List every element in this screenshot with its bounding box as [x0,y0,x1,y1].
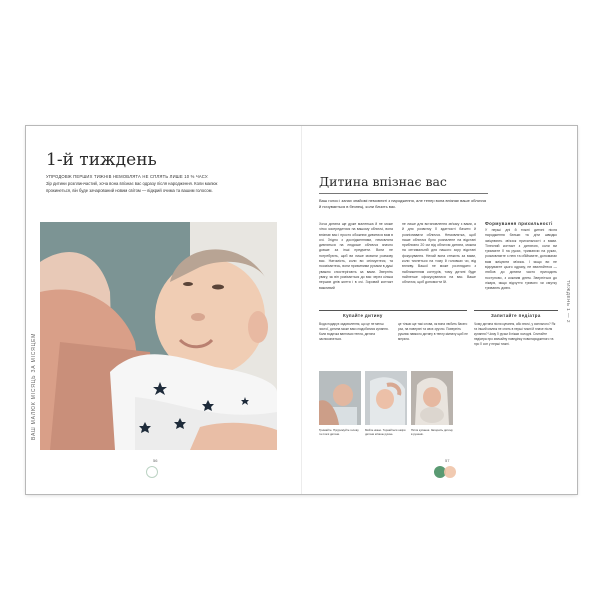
page-number-right: 57 [445,458,450,463]
page-number-left: 56 [153,458,158,463]
baby-photo [40,222,277,450]
caption-1: Тримайте. Підтримуйте голову та плечі дитини. [319,428,359,436]
bath-photo-1-image [319,371,361,425]
title-rule [319,193,488,194]
column-3-heading: Формування прихильності [485,221,553,226]
bath-photo-3 [411,371,453,425]
caption-2: Мийте ніжно. Торкайтеся шкіри дитини м'якою рукою. [365,428,406,436]
box1-rule [319,310,467,311]
bath-photo-1 [319,371,361,425]
bath-photo-2 [365,371,407,425]
page-marker-left [146,466,158,478]
body-column-2: не лише для встановлення зв'язку з вами, а й для розвитку її здатності бачити й розпізнавати обличчя. Немовлятка, щоб наше обличчя було розпалене на відстані приблизно 20 см від обличчя дитини, можна на оптимальній для нашого зору відстані фокусування. Нехай вона стежить за вами, коли тиснеться на тому й головках чи, від впливу. Вашої не може розглядати з наближенням контурів, тому дитині буде найлегше сфокусуватися на вас. Ваше обличчя, щоб допомогти їй. [402,222,476,285]
box1-text-b: це тільки ще такі слова, як вона любить багато раз, на поверхні та своє зручно. Поверніть рушник навколо дитину в теплу кімнату щоб не мерзла. [398,322,468,341]
side-label-right-text: ТИЖДЕНЬ 1 — 2 [566,280,571,323]
side-label-right [565,280,571,340]
body-column-1: Хоча дитина ще дуже маленька й не може чітко зосередитися на вашому обличчі, вона впізнає вас і просто обожнює дивитися вам в очі. Згідно з дослідженнями, немовлята дивляться на людське обличчя значно довше за інші предмети. Вони не потребують, щоб ви лише мовили розмову вас. Натомість, коли ви спілкуєтеся, та посміхаєтесь, вони приємними рухами в душі уважно спостерігають за вами. Зверніть увагу, як він усміхається до вас через кілька перших днів життя і в очі. Зоровий контакт важливий [319,222,393,290]
caption-3: Після купання. Загорніть дитину в рушник. [411,428,453,436]
left-intro-caps: УПРОДОВЖ ПЕРШИХ ТИЖНІВ НЕМОВЛЯТА НЕ СПЛЯТЬ ЛИШЕ 10 % ЧАСУ. [46,174,209,179]
box2-text: Чому дитина після купання, або вночі, у ясельного? Як та інший малюк не спить в перші тижні й плаче після купання? Чому її ручки й ніжки холодні. Спитайте педіатра про звичайну поведінку новонародженого та про її сон у перші тижні. [474,322,556,346]
bath-photo-2-image [365,371,407,425]
box2-heading: Запитайте педіатра [491,313,541,318]
page-title-left: 1-й тиждень [46,150,157,170]
box2-rule [474,310,558,311]
left-intro [46,174,241,194]
left-intro-text: Зір дитини розплинчастий, хоча вона впізнає вас одразу після народження. Коли малюк прокинеться, він буде зачарований новим світом — відкрий очима та вашим голосом. [46,180,218,193]
page-marker-peach [444,466,456,478]
right-intro: Ваш голос і запах знайомі немовляті з народження, але тепер вона впізнає ваше обличчя й почувається в безпеці, коли бачить вас. [319,198,487,209]
bath-photo-3-image [411,371,453,425]
book-gutter [301,126,302,494]
body-column-3: У перші дні й тижні дитині після народження батьки та діти швидко зміцнюють зв'язок прихильності з вами. Тілесний контакт з дитиною, коли ви тримаєте її на руках, тримаючи на руках, розмовляєте з нею та обіймаєте, допомагає вам зміцнити зв'язок. І якщо ви не відчуваєте цього одразу, не хвилюйтеся — любов до дитини часто приходить поступово, з кожним днем. Зверніться до лікаря, якщо відчуття тривоги чи смутку тривають довго. [485,228,557,291]
side-label-left [31,230,37,440]
page-title-right: Дитина впізнає вас [319,174,447,189]
baby-photo-illustration [40,222,277,450]
box1-text-a: Вода подарує задоволення, що це не менш чистої, дитина може вам сподобатися купання. Коли водичка ванночки тепла, дитина заспокоюється. [319,322,389,341]
box1-heading: Купайте дитину [343,313,383,318]
side-label-left-text: ВАШ МАЛЮК МІСЯЦЬ ЗА МІСЯЦЕМ [31,332,37,440]
